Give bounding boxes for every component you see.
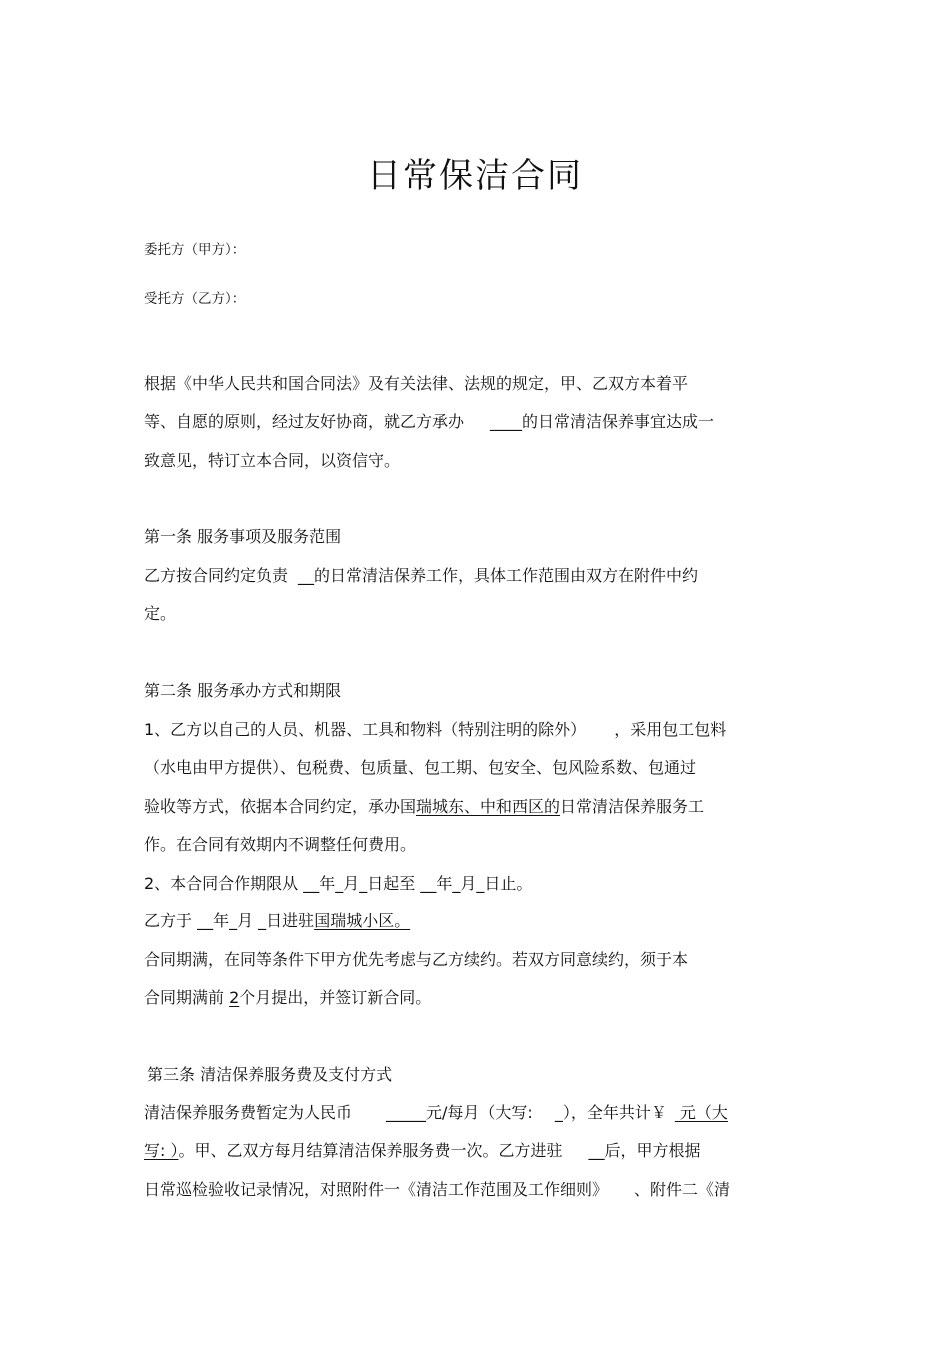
notice-months-underlined: 2 — [229, 988, 240, 1007]
fee-uppercase-blank: _ — [554, 1103, 563, 1122]
article-2-p1-line-1-a: 1、乙方以自己的人员、机器、工具和物料（特别注明的除外） — [144, 720, 587, 739]
article-2-p1-line-1-b: ，采用包工包料 — [614, 720, 727, 739]
article-2-p4-line-2 — [144, 987, 431, 1009]
article-3-heading: 第三条 清洁保养服务费及支付方式 — [147, 1065, 393, 1084]
article-1-line-2: 定。 — [144, 604, 177, 623]
fee-blank: _____ — [386, 1103, 427, 1122]
article-1-line-1 — [144, 565, 698, 587]
article-2-p4-line-1: 合同期满，在同等条件下甲方优先考虑与乙方续约。若双方同意续约，须于本 — [144, 950, 689, 969]
community-name-underlined: 国瑞城小区。 — [314, 911, 411, 930]
article-3-line-1-a: 清洁保养服务费暂定为人民币 — [144, 1103, 353, 1122]
article-2-p1-line-2: （水电由甲方提供）、包税费、包质量、包工期、包安全、包风险系数、包通过 — [144, 758, 697, 777]
article-1-heading: 第一条 服务事项及服务范围 — [144, 527, 342, 546]
article-2-p4-line-2-b: 个月提出，并签订新合同。 — [239, 988, 432, 1007]
article-2-p3-a: 乙方于 __年_月 _日进驻 — [144, 911, 315, 930]
intro-line-2 — [144, 411, 714, 433]
article-3-line-1-b: 元/每月（大写: — [426, 1103, 533, 1122]
document-title: 日常保洁合同 — [367, 156, 583, 196]
article-3-line-2 — [144, 1140, 701, 1162]
intro-line-2-b: 的日常清洁保养事宜达成一 — [522, 412, 715, 431]
entry-blank: __ — [588, 1141, 605, 1160]
article-3-line-1 — [144, 1102, 728, 1124]
article-2-p1-line-3 — [144, 796, 704, 818]
article-2-p1-line-3-b: 日常清洁保养服务工 — [560, 797, 705, 816]
article-2-heading: 第二条 服务承办方式和期限 — [144, 681, 342, 700]
article-3-line-3-a: 日常巡检验收记录情况，对照附件一《清洁工作范围及工作细则》 — [144, 1180, 609, 1199]
intro-line-2-a: 等、自愿的原则，经过友好协商，就乙方承办 — [144, 412, 465, 431]
article-2-p2: 2、本合同合作期限从 __年_月_日起至 __年_月_日止。 — [144, 874, 533, 893]
article-3-line-1-c: ），全年共计￥ — [562, 1103, 667, 1122]
article-2-p3 — [144, 910, 410, 932]
annual-total-uppercase-underlined: 写: ） — [144, 1141, 179, 1160]
article-3-line-3-b: 、附件二《清 — [634, 1180, 731, 1199]
intro-line-1: 根据《中华人民共和国合同法》及有关法律、法规的规定，甲、乙双方本着平 — [144, 374, 689, 393]
article-3-line-3 — [144, 1179, 730, 1201]
intro-blank: ____ — [490, 412, 523, 431]
article-2-p1-line-1 — [144, 719, 726, 741]
intro-line-3: 致意见，特订立本合同，以资信守。 — [144, 451, 401, 470]
article-2-p1-line-4: 作。在合同有效期内不调整任何费用。 — [144, 835, 417, 854]
article-2-p1-line-3-a: 验收等方式，依据本合同约定，承办国 — [144, 797, 417, 816]
article-1-blank: __ — [298, 566, 315, 585]
article-1-line-1-a: 乙方按合同约定负责 — [144, 566, 289, 585]
article-1-line-1-b: 的日常清洁保养工作，具体工作范围由双方在附件中约 — [314, 566, 699, 585]
annual-total-underlined: 元（大 — [674, 1103, 728, 1122]
article-3-line-2-b: 后，甲方根据 — [604, 1141, 701, 1160]
contractor-party-label: 受托方（乙方）： — [144, 291, 246, 307]
client-party-label: 委托方（甲方）： — [144, 242, 246, 258]
service-area-underlined: 瑞城东、中和西区的 — [416, 797, 561, 816]
article-3-line-2-a: 。甲、乙双方每月结算清洁保养服务费一次。乙方进驻 — [178, 1141, 563, 1160]
article-2-p4-line-2-a: 合同期满前 — [144, 988, 230, 1007]
